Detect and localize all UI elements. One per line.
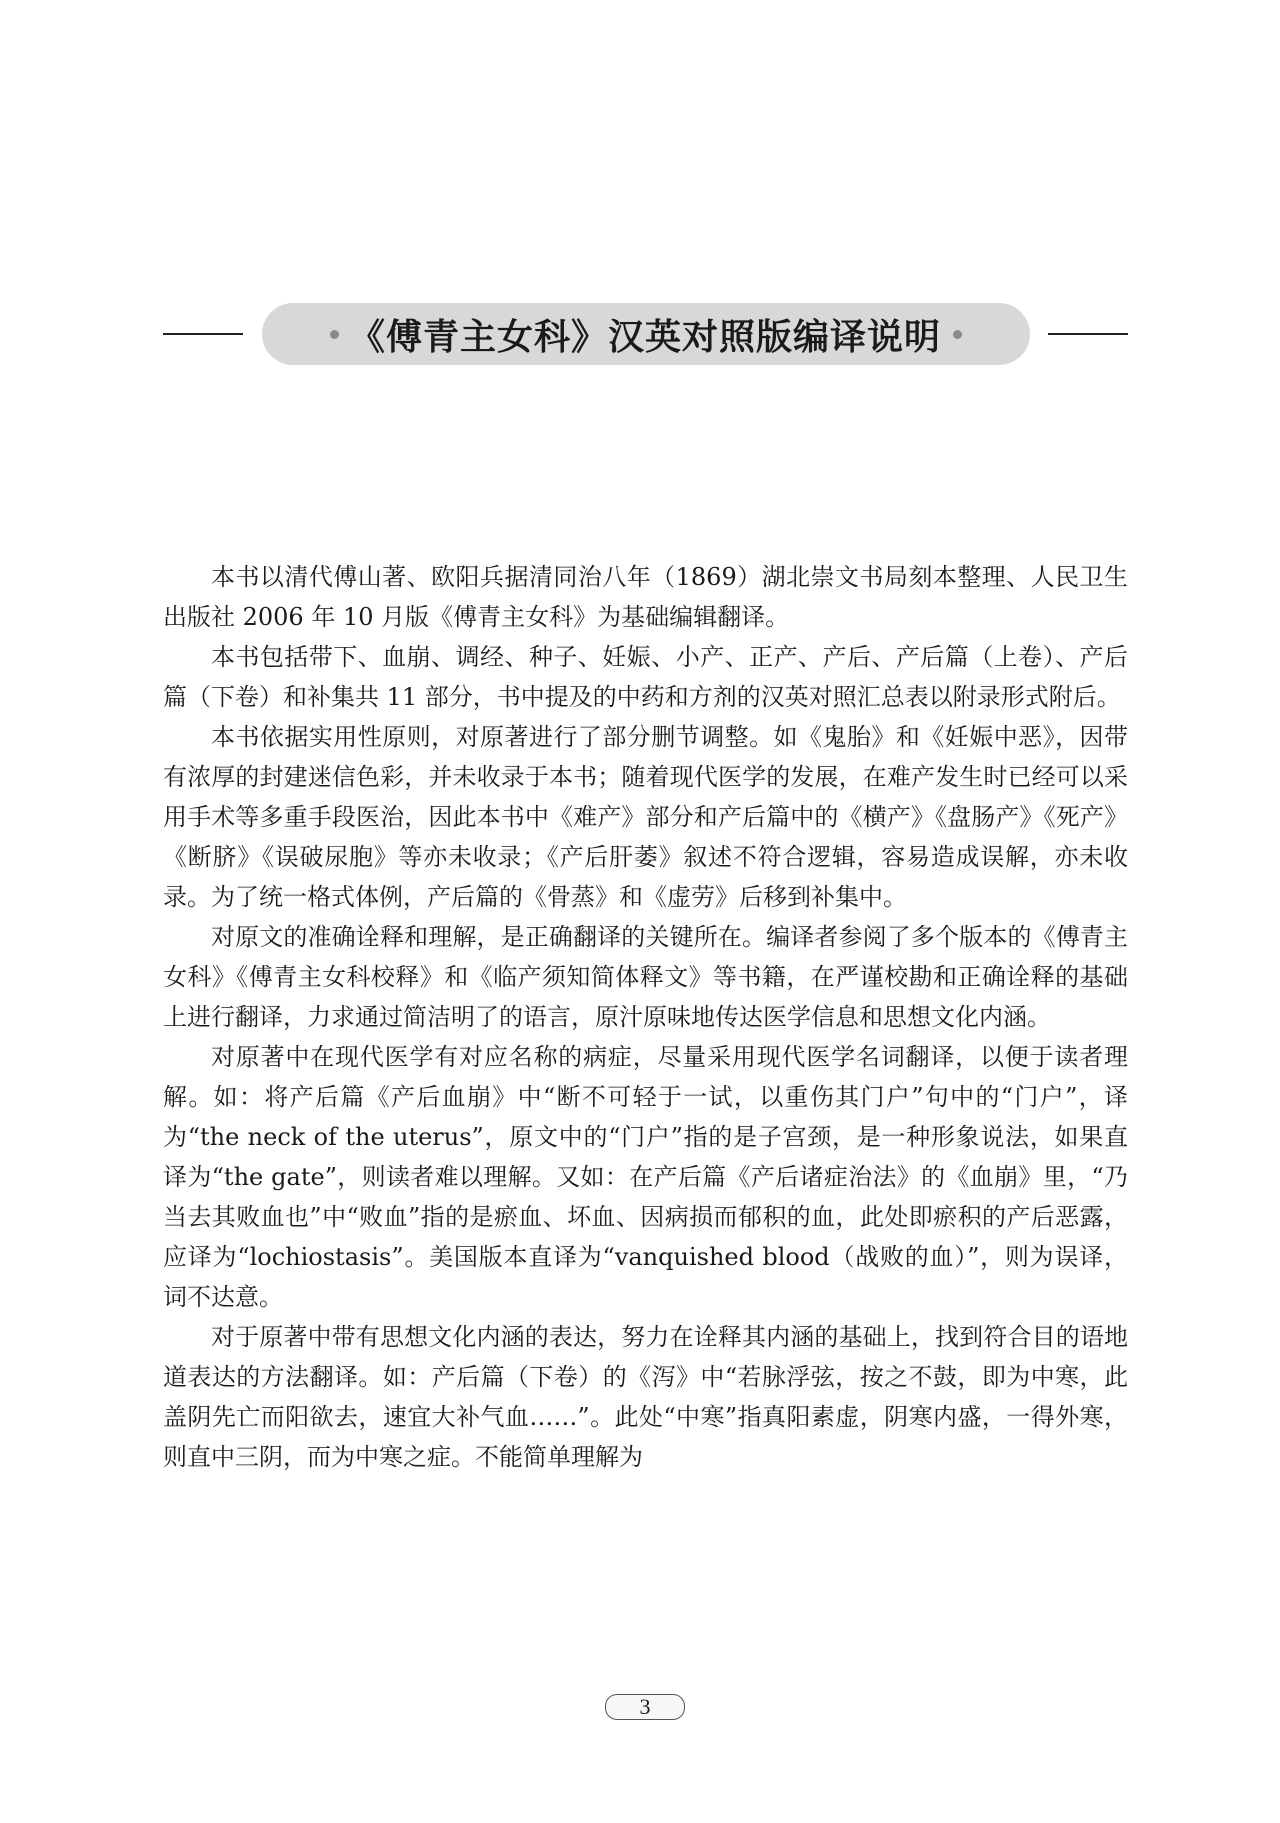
- paragraph: 对于原著中带有思想文化内涵的表达，努力在诠释其内涵的基础上，找到符合目的语地道表达的方法翻译。如：产后篇（下卷）的《泻》中“若脉浮弦，按之不鼓，即为中寒，此盖阴先亡而阳欲去，速宜大补气血……”。此处“中寒”指真阳素虚，阴寒内盛，一得外寒，则直中三阴，而为中寒之症。不能简单理解为: [163, 1323, 1128, 1471]
- paragraph: 对原文的准确诠释和理解，是正确翻译的关键所在。编译者参阅了多个版本的《傅青主女科》《傅青主女科校释》和《临产须知简体释文》等书籍，在严谨校勘和正确诠释的基础上进行翻译，力求通过简洁明了的语言，原汁原味地传达医学信息和思想文化内涵。: [163, 923, 1128, 1031]
- title-rule-left: [163, 333, 243, 335]
- page-title: 《傅青主女科》汉英对照版编译说明: [348, 316, 941, 358]
- body-text: [163, 557, 1128, 1477]
- page-number: 3: [605, 1694, 685, 1720]
- paragraph: 对原著中在现代医学有对应名称的病症，尽量采用现代医学名词翻译，以便于读者理解。如：将产后篇《产后血崩》中“断不可轻于一试，以重伤其门户”句中的“门户”，译为“the neck of the uterus”，原文中的“门户”指的是子宫颈，是一种形象说法，如果直译为“the gate”，则读者难以理解。又如：在产后篇《产后诸症治法》的《血崩》里，“乃当去其败血也”中“败血”指的是瘀血、坏血、因病损而郁积的血，此处即瘀积的产后恶露，应译为“lochiostasis”。美国版本直译为“vanquished blood（战败的血）”，则为误译，词不达意。: [163, 1043, 1128, 1311]
- paragraph: 本书以清代傅山著、欧阳兵据清同治八年（1869）湖北崇文书局刻本整理、人民卫生出版社 2006 年 10 月版《傅青主女科》为基础编辑翻译。: [163, 563, 1128, 631]
- title-rule-right: [1048, 333, 1128, 335]
- paragraph: 本书依据实用性原则，对原著进行了部分删节调整。如《鬼胎》和《妊娠中恶》，因带有浓厚的封建迷信色彩，并未收录于本书；随着现代医学的发展，在难产发生时已经可以采用手术等多重手段医治，因此本书中《难产》部分和产后篇中的《横产》《盘肠产》《死产》《断脐》《误破尿胞》等亦未收录；《产后肝萎》叙述不符合逻辑，容易造成误解，亦未收录。为了统一格式体例，产后篇的《骨蒸》和《虚劳》后移到补集中。: [163, 723, 1128, 911]
- paragraph: 本书包括带下、血崩、调经、种子、妊娠、小产、正产、产后、产后篇（上卷）、产后篇（下卷）和补集共 11 部分，书中提及的中药和方剂的汉英对照汇总表以附录形式附后。: [163, 643, 1128, 711]
- title-band: [0, 303, 1280, 365]
- bullet-dot-icon: [953, 330, 962, 339]
- title-banner: [262, 303, 1030, 365]
- bullet-dot-icon: [330, 330, 339, 339]
